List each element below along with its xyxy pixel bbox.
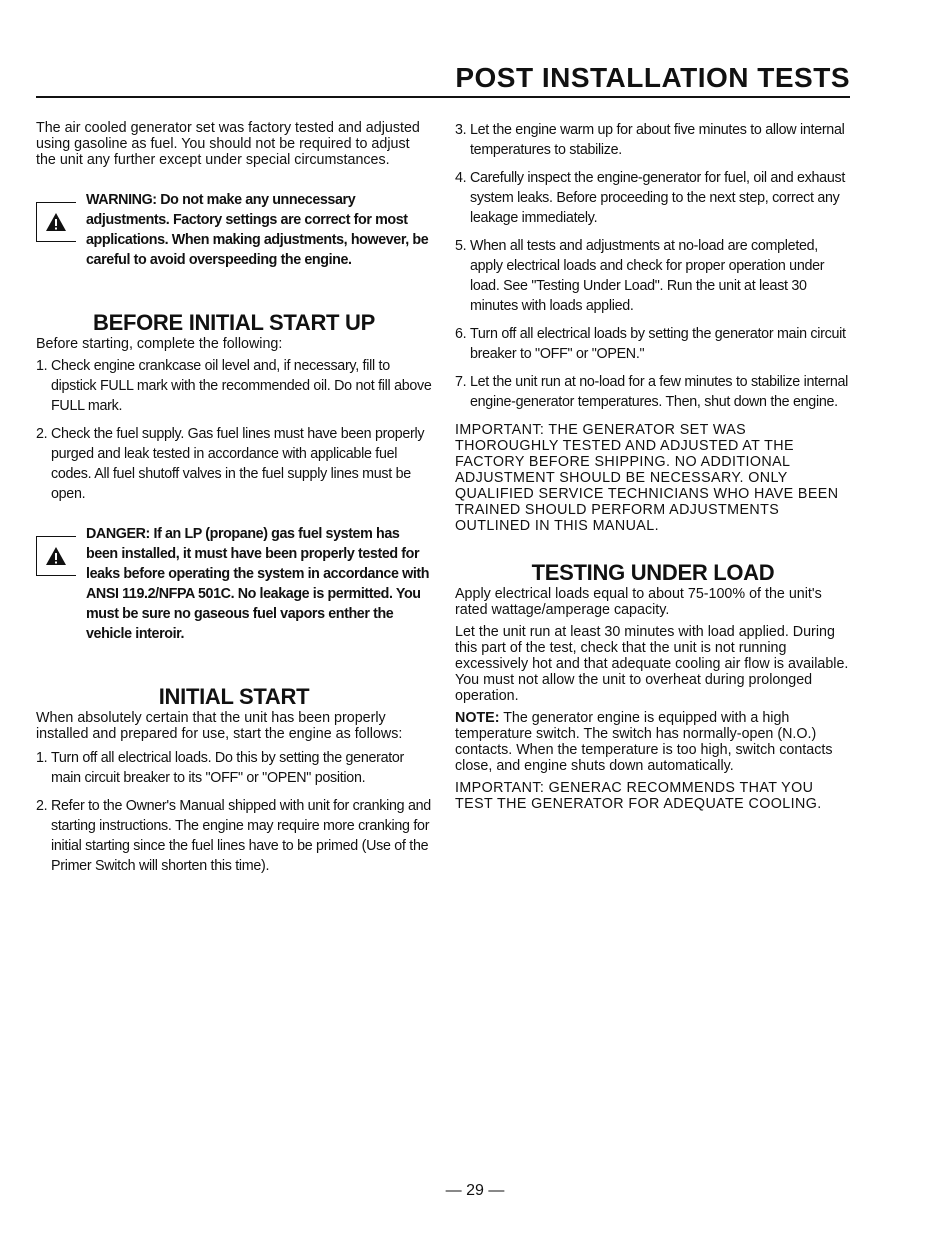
before-start-intro: Before starting, complete the following:	[36, 336, 283, 352]
intro-paragraph: The air cooled generator set was factory tested and adjusted using gasoline as fuel. You should not be required to adjust the unit any further except under special circumstances.	[36, 120, 420, 168]
initial-start-heading: INITIAL START	[158, 684, 310, 709]
list-item	[455, 324, 851, 364]
step-number: 2.	[36, 798, 48, 814]
step-text: Check engine crankcase oil level and, if necessary, fill to dipstick FULL mark with the recommended oil. Do not fill above FULL mark.	[51, 358, 432, 414]
list-item	[36, 424, 432, 504]
warning-triangle-icon	[36, 536, 76, 576]
danger-box	[36, 524, 432, 644]
start-steps-continued	[455, 120, 851, 412]
important-cooling: IMPORTANT: GENERAC RECOMMENDS THAT YOU TEST THE GENERATOR FOR ADEQUATE COOLING.	[455, 780, 822, 812]
list-item	[36, 748, 432, 788]
list-item	[36, 356, 432, 416]
step-text: Let the unit run at no-load for a few minutes to stabilize internal engine-generator temperatures. Then, shut down the engine.	[470, 374, 849, 410]
danger-text	[86, 524, 432, 644]
note-text: The generator engine is equipped with a high temperature switch. The switch has normally-open (N.O.) contacts. When the temperature is too high, switch contacts close, and engine shuts down automatically.	[455, 710, 833, 774]
step-text: Turn off all electrical loads by setting the generator main circuit breaker to "OFF" or "OPEN."	[470, 326, 846, 362]
testing-heading: TESTING UNDER LOAD	[531, 560, 775, 585]
step-number: 2.	[36, 426, 48, 442]
list-item	[455, 168, 851, 228]
list-item	[455, 372, 851, 412]
before-start-steps	[36, 356, 432, 504]
initial-start-intro: When absolutely certain that the unit has been properly installed and prepared for use, start the engine as follows:	[36, 710, 403, 742]
step-text: Carefully inspect the engine-generator for fuel, oil and exhaust system leaks. Before proceeding to the next step, correct any leakage immediately.	[470, 170, 845, 226]
step-number: 3.	[455, 122, 467, 138]
warning-box	[36, 190, 432, 270]
step-text: Check the fuel supply. Gas fuel lines must have been properly purged and leak tested in accordance with applicable fuel codes. All fuel shutoff valves in the fuel supply lines must be open.	[51, 426, 425, 502]
important-notice: IMPORTANT: THE GENERATOR SET WAS THOROUGHLY TESTED AND ADJUSTED AT THE FACTORY BEFORE SHIPPING. NO ADDITIONAL ADJUSTMENT SHOULD BE NECESSARY. ONLY QUALIFIED SERVICE TECHNICIANS WHO HAVE BEEN TRAINED SHOULD PERFORM ADJUSTMENTS OUTLINED IN THIS MANUAL.	[455, 422, 839, 534]
warning-text	[86, 190, 432, 270]
before-start-heading: BEFORE INITIAL START UP	[93, 310, 375, 335]
left-column	[36, 120, 432, 884]
step-number: 4.	[455, 170, 467, 186]
step-number: 5.	[455, 238, 467, 254]
note-paragraph	[455, 710, 851, 774]
note-label: NOTE:	[455, 710, 500, 726]
warning-triangle-icon	[36, 202, 76, 242]
step-text: When all tests and adjustments at no-load are completed, apply electrical loads and check for proper operation under load. See "Testing Under Load". Run the unit at least 30 minutes with loads applied.	[470, 238, 825, 314]
testing-paragraph-2: Let the unit run at least 30 minutes with load applied. During this part of the test, check that the unit is not running excessively hot and that adequate cooling air flow is available. You must not allow the unit to overheat during prolonged operation.	[455, 624, 849, 704]
warning-body: Do not make any unnecessary adjustments. Factory settings are correct for most applications. When making adjustments, however, be careful to avoid overspeeding the engine.	[86, 192, 429, 268]
step-text: Refer to the Owner's Manual shipped with unit for cranking and starting instructions. The engine may require more cranking for initial starting since the fuel lines have to be primed (Use of the Primer Switch will shorten this time).	[51, 798, 431, 874]
list-item	[455, 236, 851, 316]
page-number: — 29 —	[445, 1182, 505, 1199]
step-text: Turn off all electrical loads. Do this by setting the generator main circuit breaker to its "OFF" or "OPEN" position.	[51, 750, 405, 786]
initial-start-steps	[36, 748, 432, 876]
step-number: 7.	[455, 374, 467, 390]
page-title: POST INSTALLATION TESTS	[455, 62, 850, 93]
step-number: 1.	[36, 750, 48, 766]
danger-body: If an LP (propane) gas fuel system has been installed, it must have been properly tested for leaks before operating the system in accordance with ANSI 119.2/NFPA 501C. No leakage is permitted. You must be sure no gaseous fuel vapors enther the vehicle interoir.	[86, 526, 430, 642]
step-number: 6.	[455, 326, 467, 342]
warning-label: WARNING:	[86, 192, 157, 208]
step-number: 1.	[36, 358, 48, 374]
list-item	[36, 796, 432, 876]
right-column	[455, 120, 851, 820]
list-item	[455, 120, 851, 160]
step-text: Let the engine warm up for about five minutes to allow internal temperatures to stabilize.	[470, 122, 845, 158]
danger-label: DANGER:	[86, 526, 150, 542]
testing-paragraph-1: Apply electrical loads equal to about 75-100% of the unit's rated wattage/amperage capacity.	[455, 586, 822, 618]
title-rule	[36, 96, 850, 98]
